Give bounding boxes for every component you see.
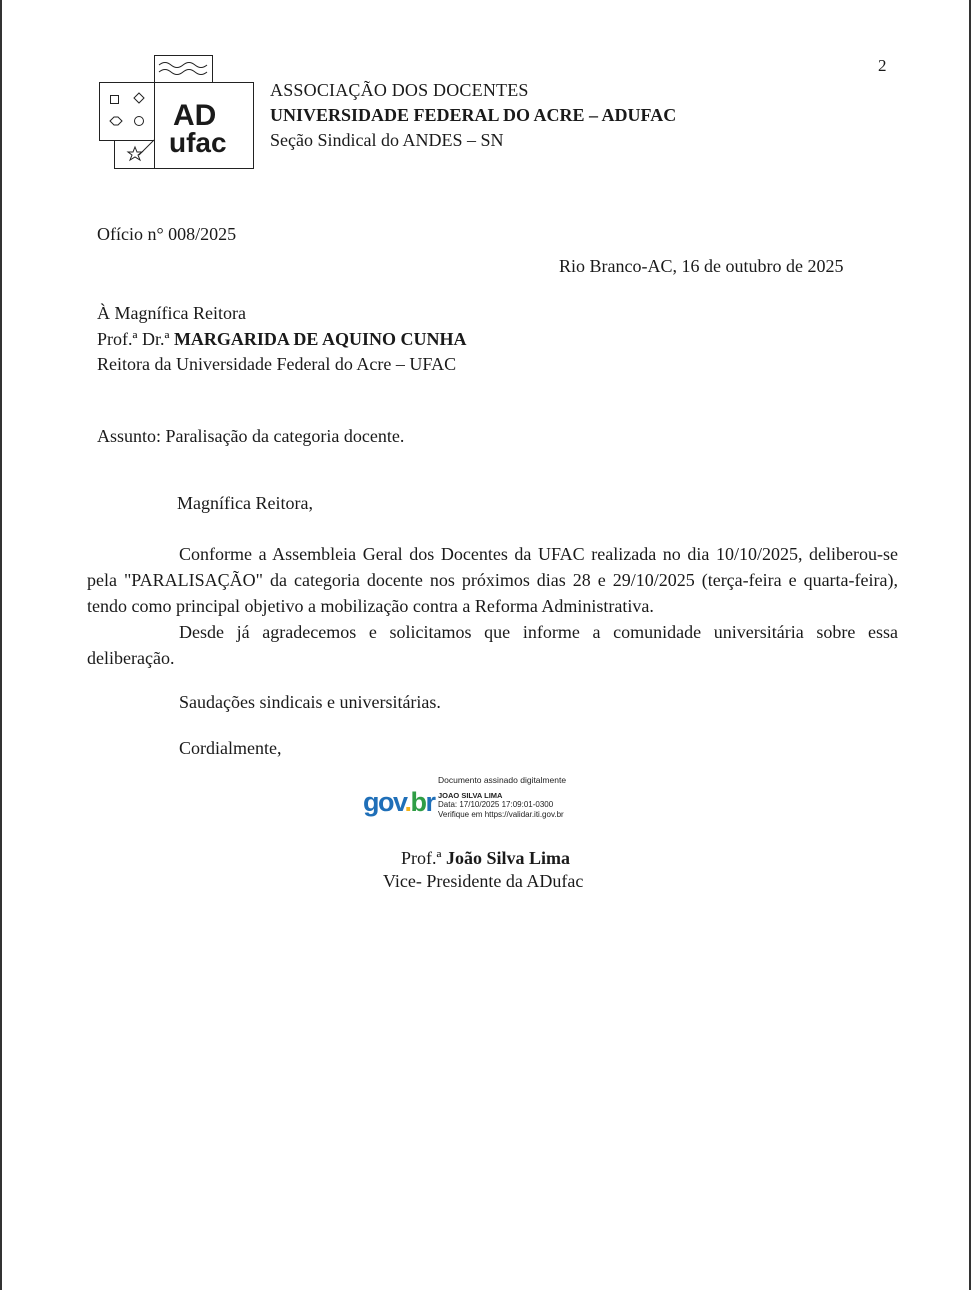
organization-header: [270, 78, 676, 153]
document-reference: Ofício n° 008/2025: [97, 224, 237, 244]
page-number: 2: [878, 56, 887, 75]
org-name-line3: Seção Sindical do ANDES – SN: [270, 130, 504, 150]
subject-line: Assunto: Paralisação da categoria docente.: [97, 426, 405, 446]
addressee-line1: À Magnífica Reitora: [97, 303, 246, 323]
addressee-name: MARGARIDA DE AQUINO CUNHA: [173, 328, 467, 349]
addressee-line3: Reitora da Universidade Federal do Acre – UFAC: [97, 354, 457, 374]
signature-verify-url: Verifique em https://validar.iti.gov.br: [438, 809, 564, 819]
signer-block: [383, 847, 583, 893]
signer-name-line: [383, 847, 583, 870]
signer-title: Prof.ª: [401, 848, 446, 868]
addressee-title: Prof.ª Dr.ª: [97, 328, 174, 349]
signer-name: João Silva Lima: [445, 848, 570, 868]
signature-details: [438, 775, 566, 820]
addressee-line2: [97, 327, 466, 353]
govbr-logo: gov.br: [363, 787, 435, 817]
signer-role: Vice- Presidente da ADufac: [383, 871, 584, 891]
body-paragraph-2: Desde já agradecemos e solicitamos que informe a comunidade universitária sobre essa deliberação.: [87, 622, 898, 668]
signature-signer-name: JOAO SILVA LIMA: [438, 790, 503, 800]
logo-text-ad: AD: [173, 99, 217, 132]
closing-greeting: Saudações sindicais e universitárias.: [179, 692, 441, 712]
org-name-line2: UNIVERSIDADE FEDERAL DO ACRE – ADUFAC: [270, 105, 677, 125]
org-name-line1: ASSOCIAÇÃO DOS DOCENTES: [270, 80, 529, 100]
signature-header: Documento assinado digitalmente: [438, 775, 567, 785]
signature-date: Data: 17/10/2025 17:09:01-0300: [438, 800, 554, 809]
place-date: Rio Branco-AC, 16 de outubro de 2025: [559, 256, 844, 276]
addressee-block: [97, 301, 466, 378]
body-paragraph-1: Conforme a Assembleia Geral dos Docentes da UFAC realizada no dia 10/10/2025, deliberou-se pela "PARALISAÇÃO" da categoria docente nos próximos dias 28 e 29/10/2025 (terça-feira e quarta-feira), tendo como principal objetivo a mobilização contra a Reforma Administrativa.: [87, 544, 898, 616]
logo-text-ufac: ufac: [169, 127, 227, 158]
adufac-logo: [99, 55, 254, 171]
digital-signature-stamp: [363, 775, 603, 830]
salutation: Magnífica Reitora,: [177, 493, 313, 513]
letter-body: [87, 541, 898, 671]
closing-sign-off: Cordialmente,: [179, 738, 282, 758]
